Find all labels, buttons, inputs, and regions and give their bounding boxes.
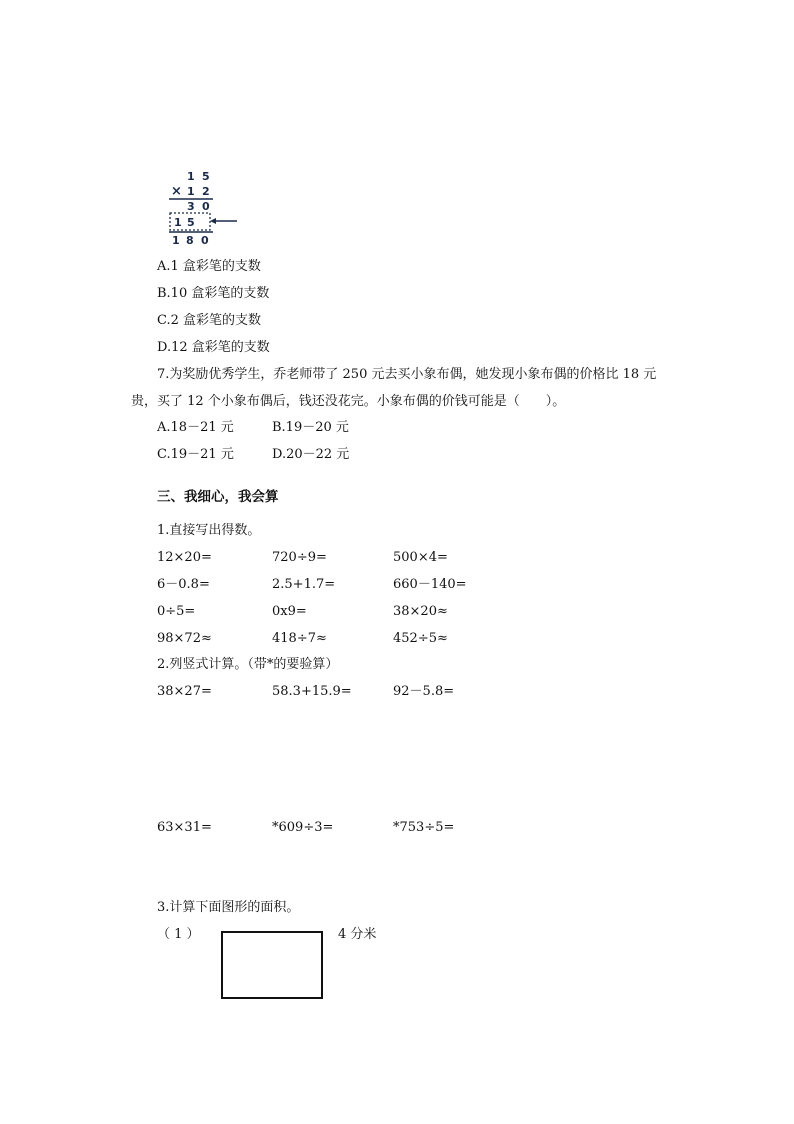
q7-option-d: D.20－22 元 — [272, 447, 350, 462]
q2-r1-c3: 92－5.8= — [393, 684, 455, 699]
q3-part1-label: （ 1 ） — [157, 927, 200, 942]
q1-r2-c2: 2.5+1.7= — [272, 577, 336, 592]
q2-r1-c2: 58.3+15.9= — [272, 684, 352, 699]
q6-option-d: D.12 盒彩笔的支数 — [157, 340, 270, 355]
figure-row5-d1: 1 — [172, 234, 180, 247]
figure-row3-d2: 0 — [202, 200, 210, 213]
figure-row1-d1: 1 — [187, 170, 195, 183]
q3-rectangle — [221, 931, 323, 999]
q6-option-a: A.1 盒彩笔的支数 — [157, 259, 261, 274]
figure-row3-d1: 3 — [187, 200, 195, 213]
q1-r2-c3: 660－140= — [393, 577, 467, 592]
q1-r1-c1: 12×20= — [157, 550, 212, 565]
q1-r3-c1: 0÷5= — [157, 604, 196, 619]
figure-row4-d2: 5 — [187, 216, 195, 229]
q7-line1: 7.为奖励优秀学生，乔老师带了 250 元去买小象布偶，她发现小象布偶的价格比 18 元 — [157, 367, 657, 382]
figure-row5-d2: 8 — [186, 234, 194, 247]
q2-r2-c2: *609÷3= — [272, 820, 334, 835]
q2-title: 2.列竖式计算。（带*的要验算） — [157, 657, 339, 672]
q1-r4-c3: 452÷5≈ — [393, 631, 448, 646]
q3-title: 3.计算下面图形的面积。 — [157, 900, 300, 915]
q7-option-a: A.18－21 元 — [157, 420, 234, 435]
q1-r3-c3: 38×20≈ — [393, 604, 448, 619]
q1-title: 1.直接写出得数。 — [157, 523, 261, 538]
figure-arrow-head — [210, 218, 216, 224]
figure-row2-d1: 1 — [187, 185, 195, 198]
q3-dimension-label: 4 分米 — [338, 927, 377, 942]
q7-line2: 贵，买了 12 个小象布偶后，钱还没花完。小象布偶的价钱可能是（ ）。 — [131, 394, 566, 409]
q6-option-c: C.2 盒彩笔的支数 — [157, 313, 262, 328]
figure-row5-d3: 0 — [201, 234, 209, 247]
q1-r1-c3: 500×4= — [393, 550, 448, 565]
q2-r2-c1: 63×31= — [157, 820, 212, 835]
q1-r4-c2: 418÷7≈ — [272, 631, 327, 646]
vertical-multiplication-figure — [165, 168, 245, 248]
figure-row4-d1: 1 — [174, 216, 182, 229]
q7-option-c: C.19－21 元 — [157, 447, 234, 462]
q1-r4-c1: 98×72≈ — [157, 631, 212, 646]
figure-row1-d2: 5 — [202, 170, 210, 183]
q6-option-b: B.10 盒彩笔的支数 — [157, 286, 270, 301]
figure-row2-d2: 2 — [202, 185, 210, 198]
q1-r1-c2: 720÷9= — [272, 550, 327, 565]
q1-r3-c2: 0x9= — [272, 604, 307, 619]
q7-option-b: B.19－20 元 — [272, 420, 349, 435]
q1-r2-c1: 6－0.8= — [157, 577, 210, 592]
section3-title: 三、我细心，我会算 — [157, 489, 279, 505]
q2-r2-c3: *753÷5= — [393, 820, 455, 835]
q2-r1-c1: 38×27= — [157, 684, 212, 699]
figure-row2-times: × — [171, 184, 182, 199]
